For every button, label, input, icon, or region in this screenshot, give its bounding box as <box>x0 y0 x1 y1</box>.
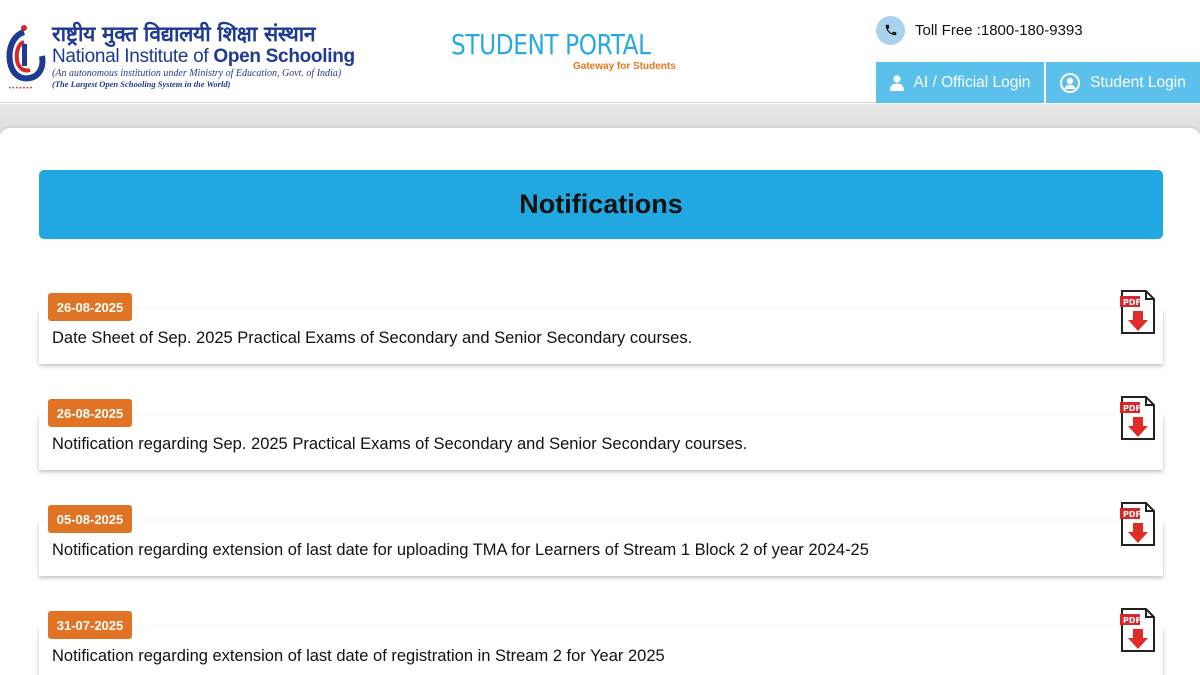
notification-date-badge: 26-08-2025 <box>48 293 132 321</box>
user-icon <box>890 75 904 91</box>
notification-link[interactable]: Notification regarding extension of last date for uploading TMA for Learners of Stream 1 Block 2 of year 2024-25 <box>52 541 869 559</box>
notification-item[interactable] <box>39 298 1163 364</box>
portal-brand <box>451 28 681 72</box>
pdf-download-icon[interactable] <box>1120 501 1156 547</box>
notification-link[interactable]: Date Sheet of Sep. 2025 Practical Exams of Secondary and Senior Secondary courses. <box>52 329 693 347</box>
svg-text:PDF: PDF <box>1123 510 1141 519</box>
notification-link[interactable]: Notification regarding Sep. 2025 Practical Exams of Secondary and Senior Secondary courses. <box>52 435 748 453</box>
official-login-label: AI / Official Login <box>913 73 1031 91</box>
pdf-download-icon[interactable] <box>1120 395 1156 441</box>
student-login-button[interactable] <box>1046 62 1200 103</box>
site-header <box>0 0 1200 103</box>
notification-item[interactable] <box>39 616 1163 675</box>
org-tagline-2: (The Largest Open Schooling System in the World) <box>52 79 231 89</box>
svg-text:PDF: PDF <box>1123 404 1141 413</box>
notifications-heading: Notifications <box>39 170 1163 239</box>
svg-text:PDF: PDF <box>1123 616 1141 625</box>
official-login-button[interactable] <box>876 62 1046 103</box>
notification-date-badge: 31-07-2025 <box>48 611 132 639</box>
org-name-english: National Institute of Open Schooling <box>52 46 355 67</box>
notification-link[interactable]: Notification regarding extension of last date of registration in Stream 2 for Year 2025 <box>52 647 665 665</box>
org-tagline-1: (An autonomous institution under Ministry of Education, Govt. of India) <box>52 68 342 79</box>
user-circle-icon <box>1060 73 1080 93</box>
login-bar <box>876 62 1200 103</box>
notification-date-badge: 26-08-2025 <box>48 399 132 427</box>
notification-item[interactable] <box>39 510 1163 576</box>
notification-date-badge: 05-08-2025 <box>48 505 132 533</box>
svg-text:•••••••: ••••••• <box>8 85 33 92</box>
phone-icon <box>876 16 905 45</box>
nios-emblem-icon <box>4 22 48 92</box>
portal-title: STUDENT PORTAL <box>451 28 651 61</box>
portal-subtitle: Gateway for Students <box>573 61 676 72</box>
student-login-label: Student Login <box>1090 73 1186 91</box>
notification-item[interactable] <box>39 404 1163 470</box>
svg-text:PDF: PDF <box>1123 298 1141 307</box>
toll-free-number: Toll Free :1800-180-9393 <box>915 21 1083 39</box>
nios-logo[interactable] <box>4 12 355 92</box>
toll-free-contact <box>876 14 1083 46</box>
pdf-download-icon[interactable] <box>1120 607 1156 653</box>
org-name-hindi: राष्ट्रीय मुक्त विद्यालयी शिक्षा संस्थान <box>52 22 316 46</box>
pdf-download-icon[interactable] <box>1120 289 1156 335</box>
